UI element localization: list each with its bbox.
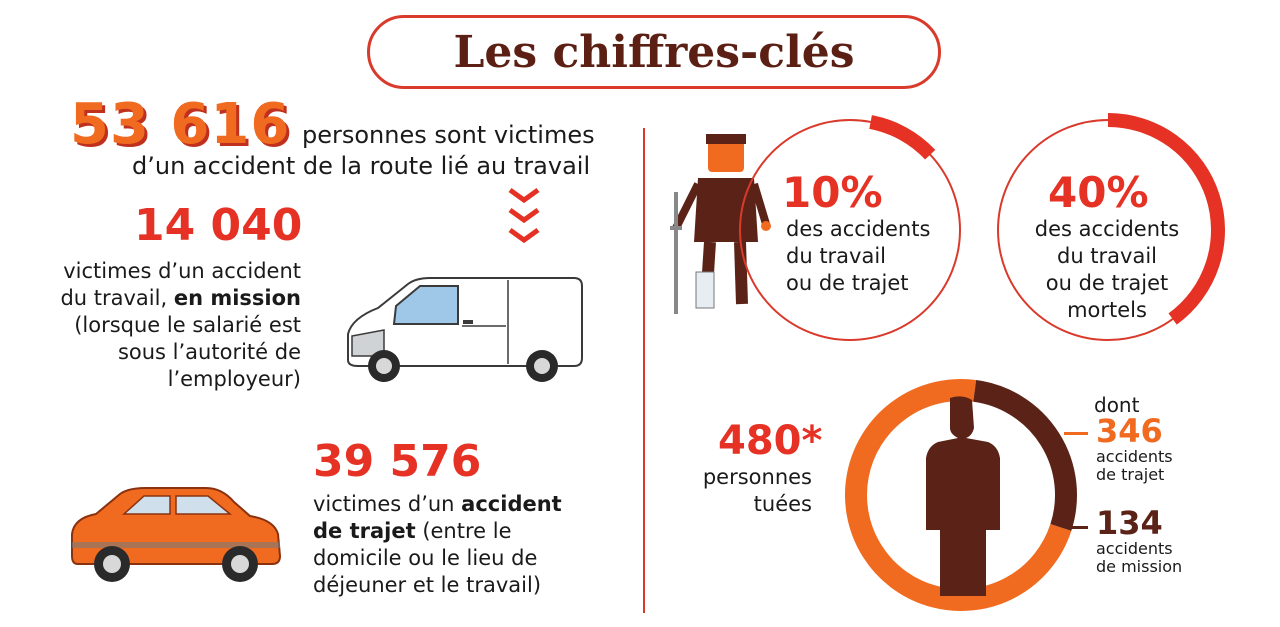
page-title: Les chiffres-clés [453, 26, 855, 78]
mission-number: 14 040 [134, 200, 303, 251]
mission-connector [1066, 526, 1088, 529]
ring-10-arc [871, 122, 931, 155]
dont-label: dont [1094, 393, 1140, 417]
total-victims-number: 53 616 [70, 92, 291, 157]
deaths-number: 480* [718, 418, 823, 464]
title-banner [367, 15, 941, 89]
trajet-number: 39 576 [313, 436, 482, 487]
van-illustration [338, 272, 588, 387]
mission-text: victimes d’un accident du travail, en mission (lorsque le salarié est sous l’autorité de l’employeur) [60, 259, 301, 391]
mission-deaths-number: 134 [1096, 504, 1163, 542]
deaths-ring-chart [836, 370, 1086, 620]
person-silhouette-icon [926, 396, 1000, 596]
total-victims-text-line1: personnes sont victimes [302, 121, 595, 149]
car-illustration [66, 486, 286, 586]
deaths-text: personnes tuées [702, 465, 812, 516]
total-victims-text-line2: d’un accident de la route lié au travail [132, 152, 591, 180]
stat40-text: des accidents du travail ou de trajet mortels [1034, 217, 1180, 322]
trajet-deaths-text: accidents de trajet [1096, 447, 1173, 484]
stat10-text: des accidents du travail ou de trajet [786, 217, 931, 295]
trajet-deaths-number: 346 [1096, 412, 1163, 450]
vertical-divider [643, 128, 645, 613]
trajet-text: victimes d’un accident de trajet (entre le domicile ou le lieu de déjeuner et le travail) [313, 492, 562, 597]
mission-deaths-text: accidents de mission [1096, 539, 1183, 576]
stat10-percent: 10% [782, 168, 883, 217]
chevrons-down-icon [506, 186, 542, 252]
trajet-connector [1064, 432, 1088, 435]
stat40-percent: 40% [1048, 168, 1149, 217]
